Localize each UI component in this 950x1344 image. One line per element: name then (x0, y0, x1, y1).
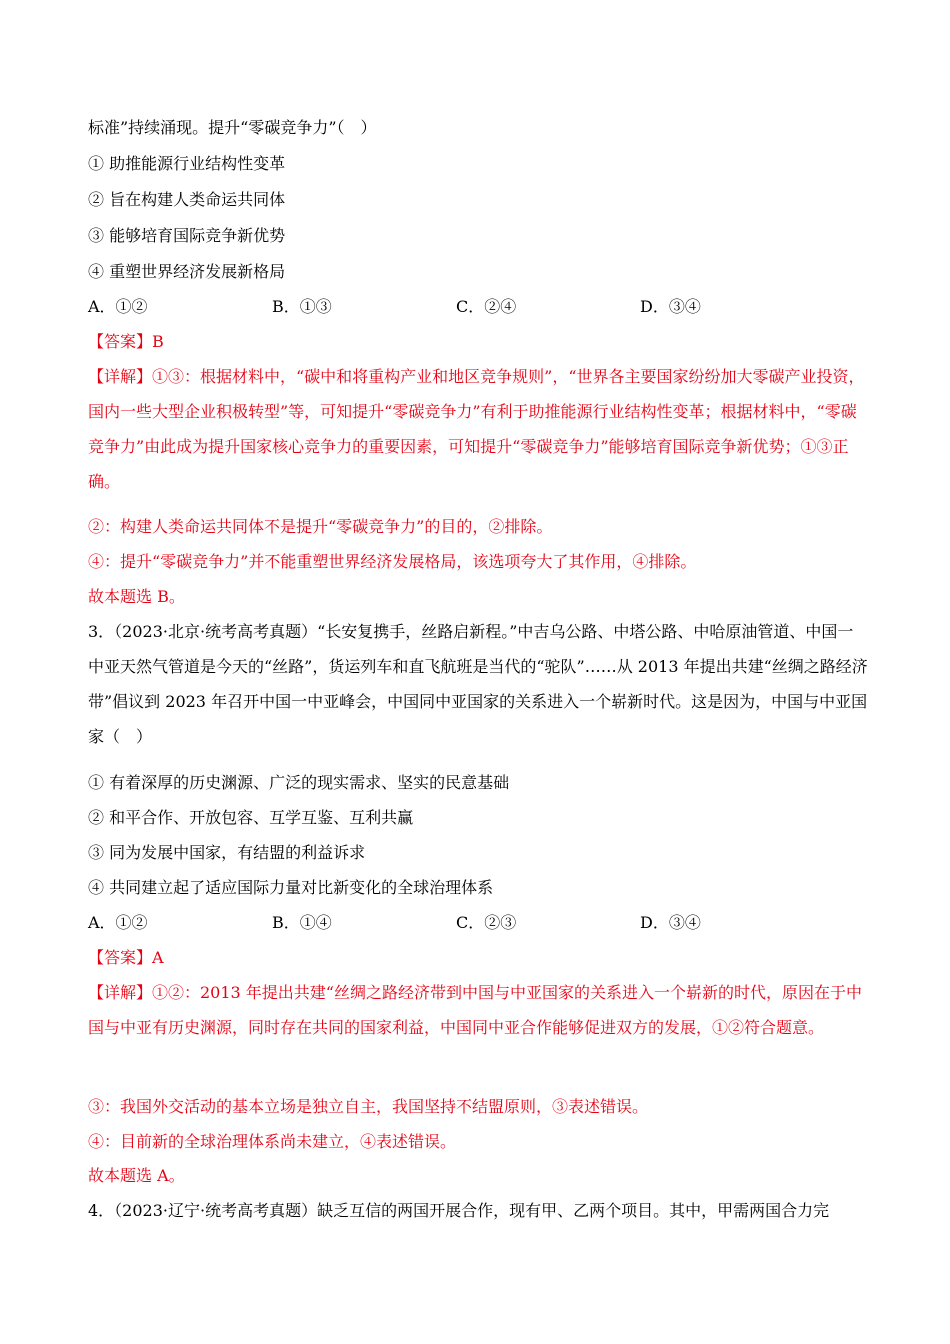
q2-stem-end: 标准”持续涌现。提升“零碳竞争力”（ ） (88, 118, 377, 137)
q2-explain-2: ②：构建人类命运共同体不是提升“零碳竞争力”的目的，②排除。 (88, 517, 553, 536)
q2-answer: 【答案】B (88, 332, 164, 351)
q3-choice-c: C．②③ (456, 913, 517, 932)
q3-explain-4: ④：目前新的全球治理体系尚未建立，④表述错误。 (88, 1132, 457, 1151)
q2-conclusion: 故本题选 B。 (88, 587, 185, 606)
q4-stem: 4．（2023·辽宁·统考高考真题）缺乏互信的两国开展合作，现有甲、乙两个项目。其中，甲需两国合力完 (88, 1201, 830, 1220)
q2-choice-a: A．①② (88, 297, 148, 316)
q2-option-2: ② 旨在构建人类命运共同体 (88, 190, 286, 209)
q3-choice-b: B．①④ (272, 913, 332, 932)
q3-choice-a: A．①② (88, 913, 148, 932)
q2-explain-main: 【详解】①③：根据材料中，“碳中和将重构产业和地区竞争规则”，“世界各主要国家纷纷加大零碳产业投资，国内一些大型企业积极转型”等，可知提升“零碳竞争力”有利于助推能源行业结构性变革；根据材料中，“零碳竞争力”由此成为提升国家核心竞争力的重要因素，可知提升“零碳竞争力”能够培育国际竞争新优势；①③正确。 (88, 367, 865, 491)
q3-option-4: ④ 共同建立起了适应国际力量对比新变化的全球治理体系 (88, 878, 494, 897)
q3-option-2: ② 和平合作、开放包容、互学互鉴、互利共赢 (88, 808, 414, 827)
q3-stem: 3．（2023·北京·统考高考真题）“长安复携手，丝路启新程。”中吉乌公路、中塔公路、中哈原油管道、中国一中亚天然气管道是今天的“丝路”，货运列车和直飞航班是当代的“驼队”……从 2013 年提出共建“丝绸之路经济带”倡议到 2023 年召开中国一中亚峰会，中国同中亚国家的关系进入一个崭新时代。这是因为，中国与中亚国家（ ） (88, 622, 868, 746)
q3-option-3: ③ 同为发展中国家，有结盟的利益诉求 (88, 843, 366, 862)
q2-option-4: ④ 重塑世界经济发展新格局 (88, 262, 286, 281)
q2-choice-c: C．②④ (456, 297, 517, 316)
q2-option-3: ③ 能够培育国际竞争新优势 (88, 226, 286, 245)
q2-choice-b: B．①③ (272, 297, 332, 316)
q3-explain-3: ③：我国外交活动的基本立场是独立自主，我国坚持不结盟原则，③表述错误。 (88, 1097, 649, 1116)
q3-choice-d: D．③④ (640, 913, 701, 932)
q2-option-1: ① 助推能源行业结构性变革 (88, 154, 286, 173)
q2-choice-d: D．③④ (640, 297, 701, 316)
q3-answer: 【答案】A (88, 948, 164, 967)
q2-explain-4: ④：提升“零碳竞争力”并不能重塑世界经济发展格局，该选项夸大了其作用，④排除。 (88, 552, 697, 571)
q3-option-1: ① 有着深厚的历史渊源、广泛的现实需求、坚实的民意基础 (88, 773, 510, 792)
q3-conclusion: 故本题选 A。 (88, 1166, 185, 1185)
q3-explain-main: 【详解】①②：2013 年提出共建“丝绸之路经济带到中国与中亚国家的关系进入一个崭新的时代，原因在于中国与中亚有历史渊源，同时存在共同的国家利益，中国同中亚合作能够促进双方的发展，①②符合题意。 (88, 983, 862, 1037)
